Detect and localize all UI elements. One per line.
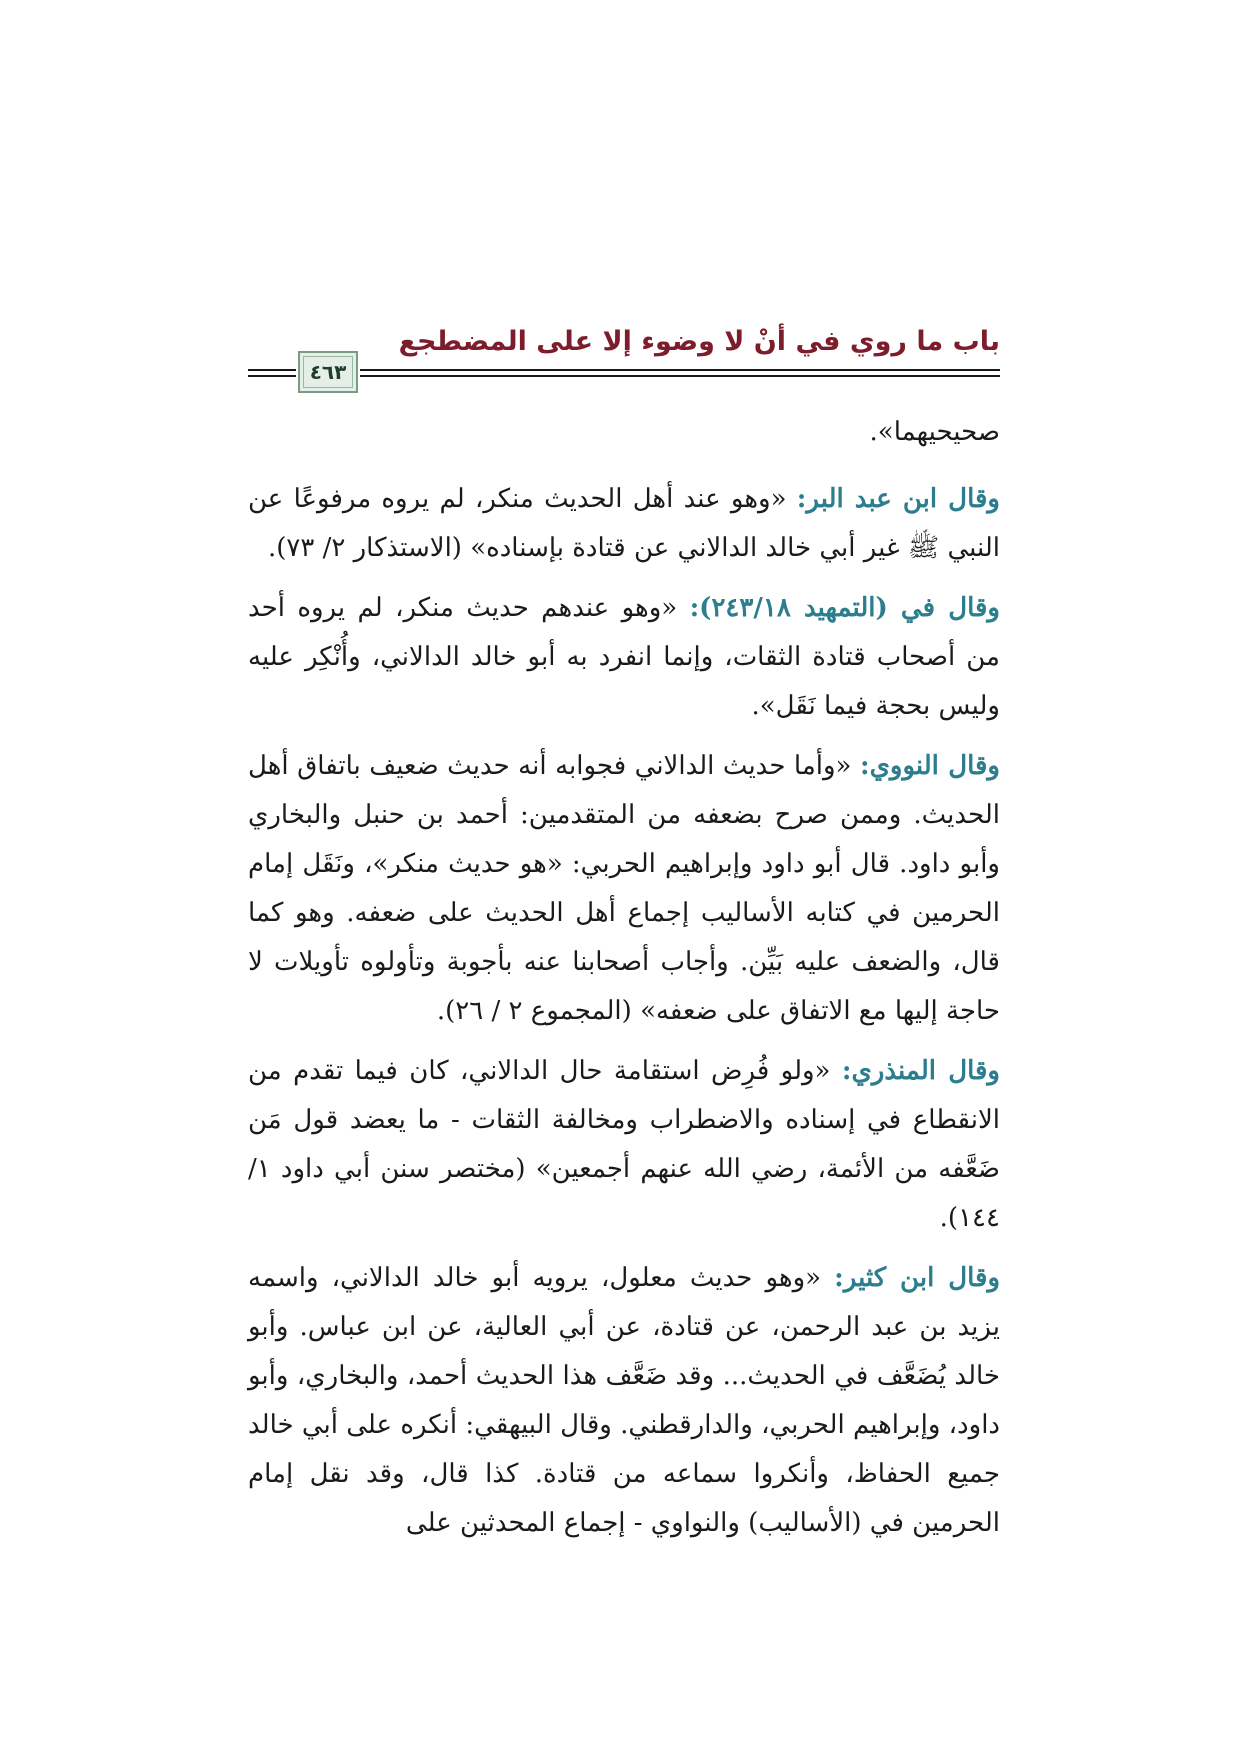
page-number: ٤٦٣ [309, 360, 347, 384]
paragraph-ibn-abd-al-barr [248, 475, 1000, 573]
paragraph-text: «وهو عند أهل الحديث منكر، لم يروه مرفوعًا عن النبي ﷺ غير أبي خالد الدالاني عن قتادة بإسناده» (الاستذكار ٢/ ٧٣). [248, 484, 1000, 563]
page-number-badge [298, 351, 358, 393]
speaker-label: وقال النووي: [859, 751, 1000, 781]
chapter-title: باب ما روي في أنْ لا وضوء إلا على المضطجع [398, 326, 1000, 357]
speaker-label: وقال ابن كثير: [834, 1263, 1000, 1293]
page-body [248, 408, 1000, 1559]
page-header [248, 325, 1000, 385]
paragraph-ibn-kathir [248, 1254, 1000, 1548]
speaker-label: وقال في (التمهيد ٢٤٣/١٨): [689, 593, 1000, 623]
header-rule-left-top [248, 369, 296, 371]
paragraph-text: صحيحيهما». [869, 417, 1000, 447]
header-rule-right-top [360, 369, 1000, 371]
paragraph-text: «وأما حديث الدالاني فجوابه أنه حديث ضعيف باتفاق أهل الحديث. وممن صرح بضعفه من المتقدمين: أحمد بن حنبل والبخاري وأبو داود. قال أبو داود وإبراهيم الحربي: «هو حديث منكر»، ونَقَل إمام الحرمين في كتابه الأساليب إجماع أهل الحديث على ضعفه. وهو كما قال، والضعف عليه بَيِّن. وأجاب أصحابنا عنه بأجوبة وتأولوه تأويلات لا حاجة إليها مع الاتفاق على ضعفه» (المجموع ٢ / ٢٦). [248, 751, 1000, 1026]
paragraph-text: «ولو فُرِض استقامة حال الدالاني، كان فيما تقدم من الانقطاع في إسناده والاضطراب ومخالفة الثقات - ما يعضد قول مَن ضَعَّفه من الأئمة، رضي الله عنهم أجمعين» (مختصر سنن أبي داود ١/ ١٤٤). [248, 1056, 1000, 1233]
speaker-label: وقال المنذري: [841, 1056, 1000, 1086]
paragraph-mundhiri [248, 1047, 1000, 1243]
header-rule-right-bottom [360, 375, 1000, 377]
paragraph-text: «وهو عندهم حديث منكر، لم يروه أحد من أصحاب قتادة الثقات، وإنما انفرد به أبو خالد الدالاني، وأُنْكِر عليه وليس بحجة فيما نَقَل». [248, 593, 1000, 721]
paragraph-tamhid [248, 584, 1000, 731]
paragraph-continuation [248, 408, 1000, 457]
paragraph-nawawi [248, 742, 1000, 1036]
paragraph-text: «وهو حديث معلول، يرويه أبو خالد الدالاني، واسمه يزيد بن عبد الرحمن، عن قتادة، عن أبي العالية، عن ابن عباس. وأبو خالد يُضَعَّف في الحديث... وقد ضَعَّف هذا الحديث أحمد، والبخاري، وأبو داود، وإبراهيم الحربي، والدارقطني. وقال البيهقي: أنكره على أبي خالد جميع الحفاظ، وأنكروا سماعه من قتادة. كذا قال، وقد نقل إمام الحرمين في (الأساليب) والنواوي - إجماع المحدثين على [248, 1263, 1000, 1538]
speaker-label: وقال ابن عبد البر: [796, 484, 1000, 514]
header-rule-left-bottom [248, 375, 296, 377]
